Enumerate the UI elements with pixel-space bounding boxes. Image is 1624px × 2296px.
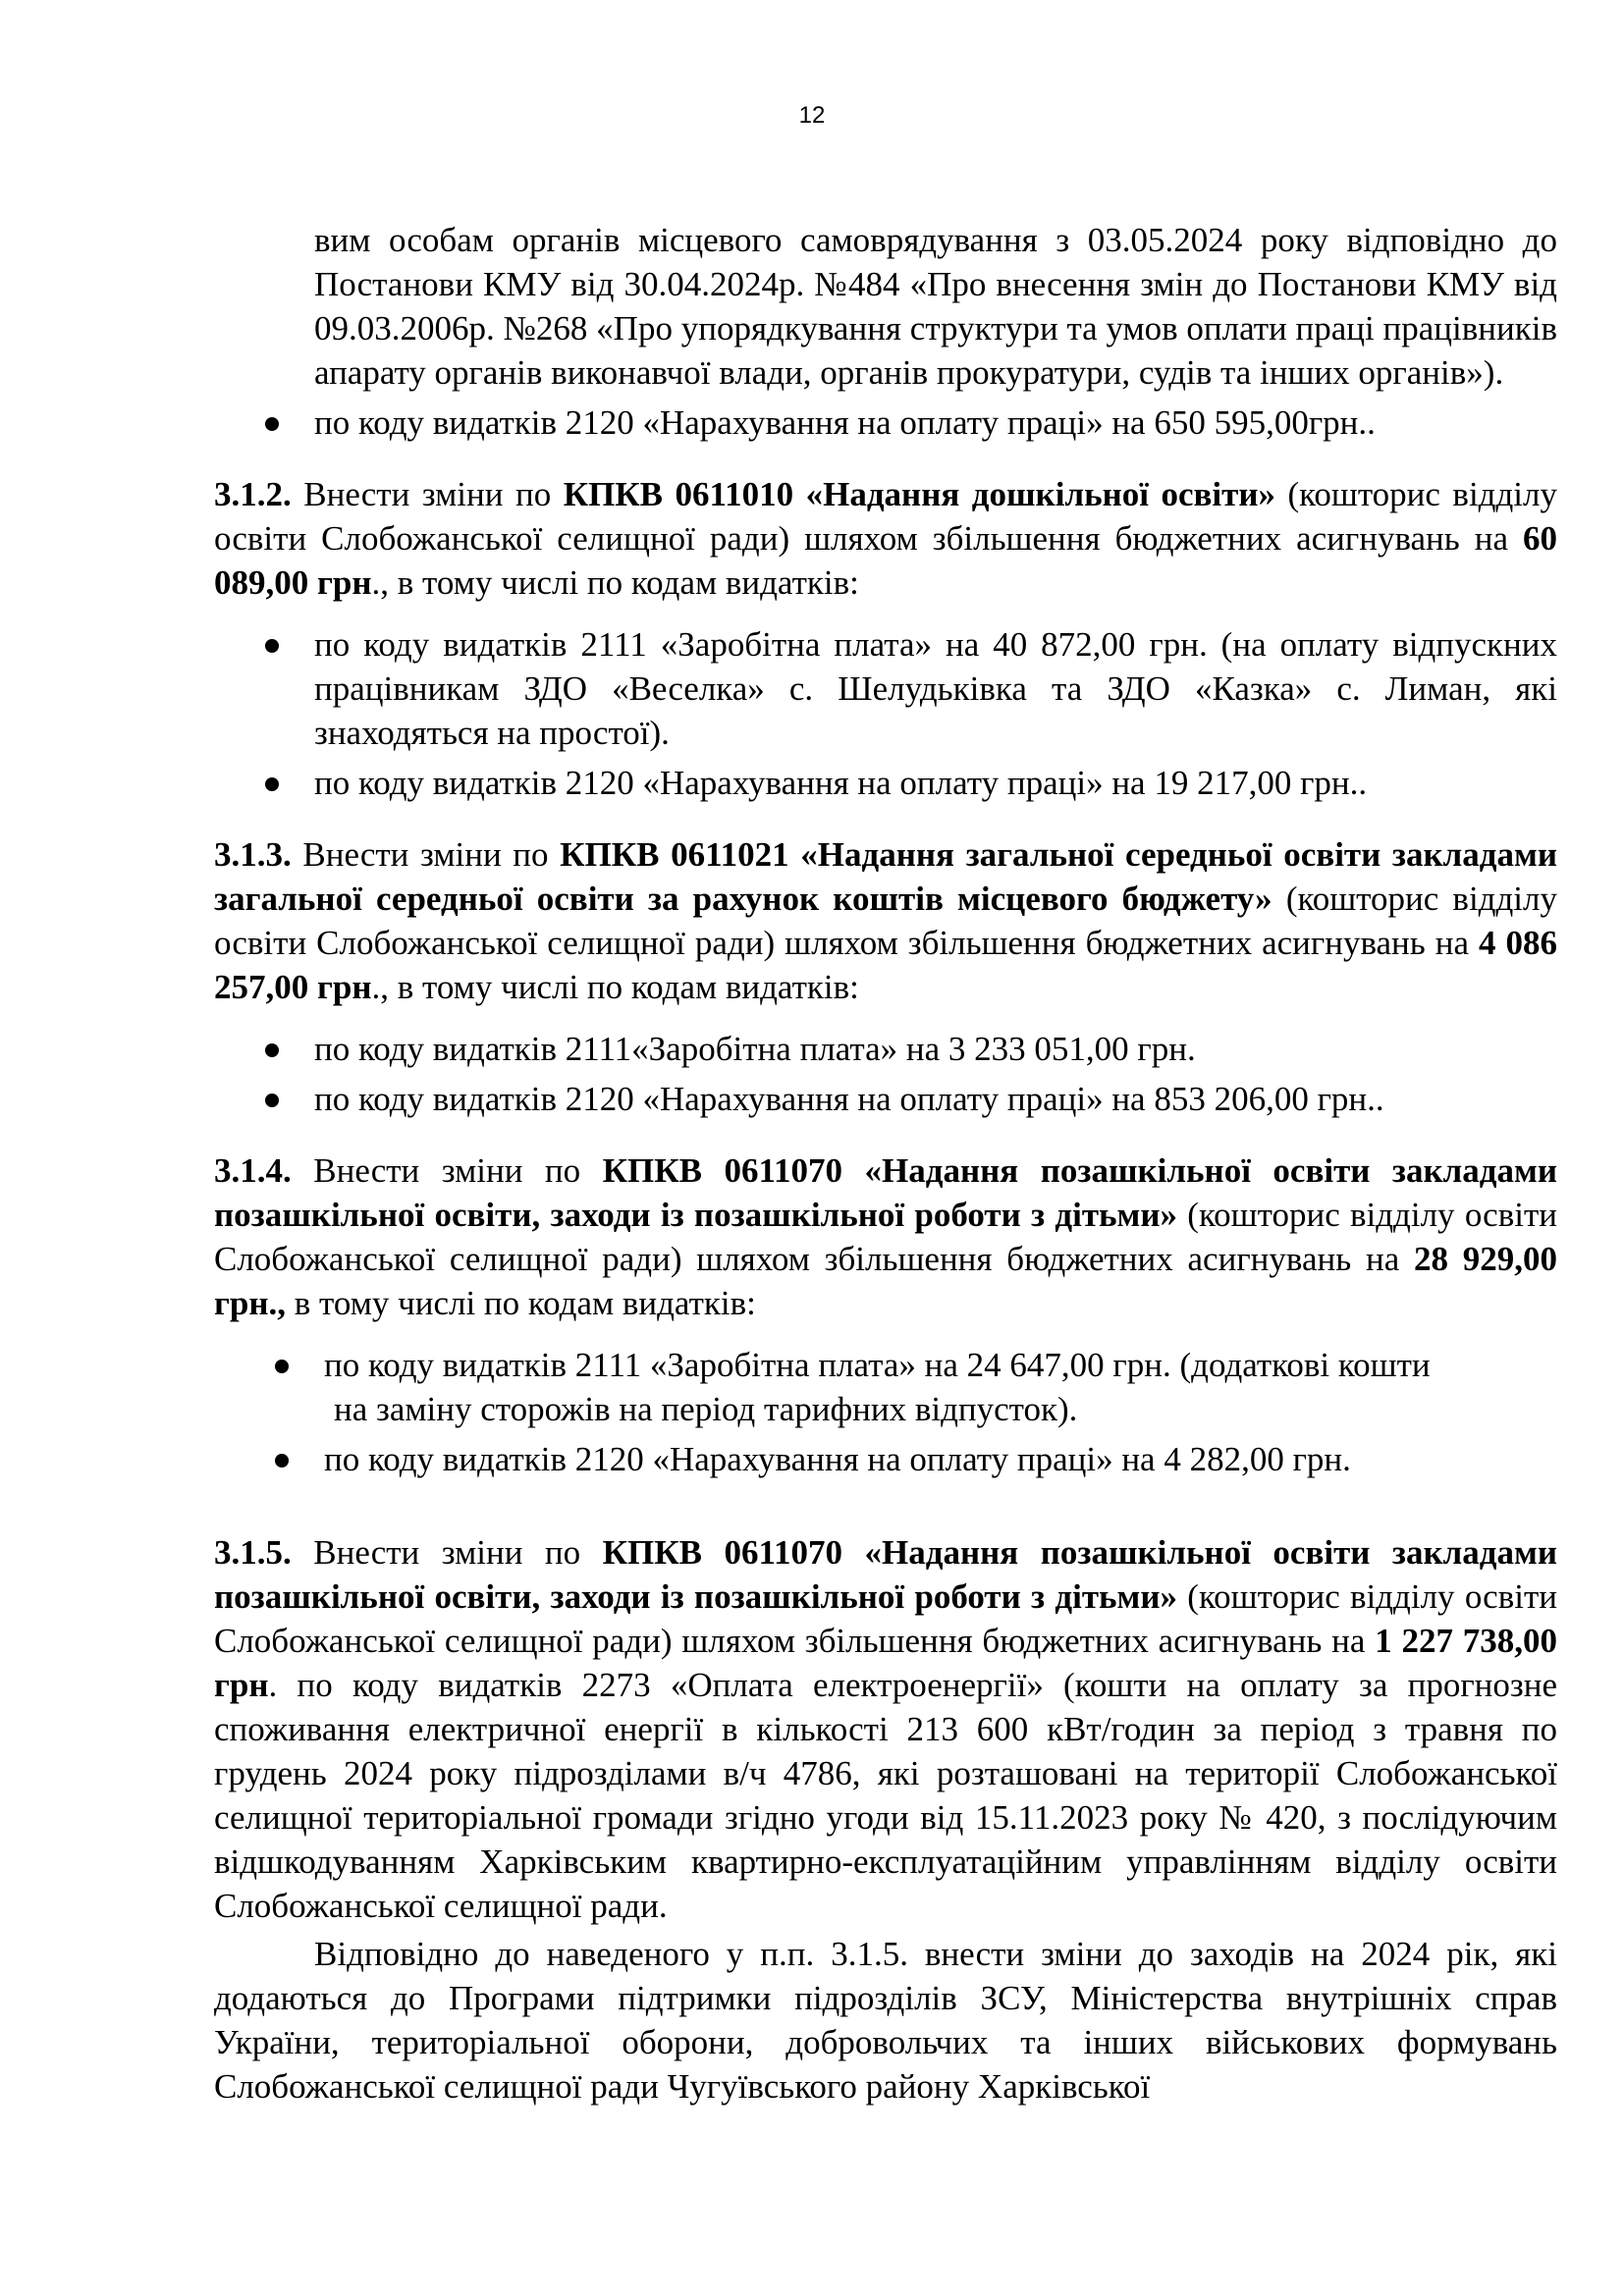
bullet-text: по коду видатків 2120 «Нарахування на оплату праці» на 853 206,00 грн.. xyxy=(314,1080,1384,1118)
section-lead: Внести зміни по xyxy=(291,835,561,874)
document-body xyxy=(214,218,1557,2109)
bullet-text-continued: на заміну сторожів на період тарифних відпусток). xyxy=(334,1390,1078,1428)
bullet-text: по коду видатків 2120 «Нарахування на оплату праці» на 650 595,00грн.. xyxy=(314,403,1376,442)
amount: 1 227 738,00 грн xyxy=(214,1622,1558,1704)
final-paragraph: Відповідно до наведеного у п.п. 3.1.5. внести зміни до заходів на 2024 рік, які додаються до Програми підтримки підрозділів ЗСУ, Міністерства внутрішніх справ України, територіальної оборони, добровольчих та інших військових формувань Слобожанської селищної ради Чугуївського району Харківської xyxy=(214,1935,1557,2106)
section-number: 3.1.2. xyxy=(214,475,292,513)
section-3-1-5 xyxy=(214,1530,1557,1928)
continuation-text: вим особам органів місцевого самоврядування з 03.05.2024 року відповідно до Постанови КМУ від 30.04.2024р. №484 «Про внесення змін до Постанови КМУ від 09.03.2006р. №268 «Про упорядкування структури та умов оплати праці працівників апарату органів виконавчої влади, органів прокуратури, судів та інших органів»). xyxy=(314,221,1557,392)
bullet-text: по коду видатків 2111«Заробітна плата» на 3 233 051,00 грн. xyxy=(314,1030,1196,1068)
list-item xyxy=(214,1027,1557,1071)
section-3-1-3 xyxy=(214,832,1557,1009)
section-number: 3.1.4. xyxy=(214,1151,292,1190)
list-item xyxy=(214,1077,1557,1121)
section-3-1-4 xyxy=(214,1148,1557,1325)
bullet-text: по коду видатків 2120 «Нарахування на оплату праці» на 4 282,00 грн. xyxy=(324,1440,1351,1478)
section-text: (кошторис відділу освіти Слобожанської селищної ради) шляхом збільшення бюджетних асигнувань на xyxy=(214,880,1557,962)
bullet-icon xyxy=(275,1360,289,1373)
amount: 60 089,00 грн xyxy=(214,519,1557,602)
section-tail: в тому числі по кодам видатків: xyxy=(286,1284,756,1322)
page-number: 12 xyxy=(798,102,826,129)
kpkv-title: КПКВ 0611070 «Надання позашкільної освіти закладами позашкільної освіти, заходи із позашкільної роботи з дітьми» xyxy=(214,1151,1557,1234)
list-item xyxy=(214,1437,1557,1481)
section-lead: Внести зміни по xyxy=(291,1533,603,1572)
kpkv-title: КПКВ 0611021 «Надання загальної середньої освіти закладами загальної середньої освіти за рахунок коштів місцевого бюджету» xyxy=(214,835,1557,918)
section-lead: Внести зміни по xyxy=(291,1151,603,1190)
section-number: 3.1.5. xyxy=(214,1533,292,1572)
section-text: (кошторис відділу освіти Слобожанської селищної ради) шляхом збільшення бюджетних асигнувань на xyxy=(214,1577,1557,1660)
list-item xyxy=(214,400,1557,445)
list-item xyxy=(214,622,1557,755)
list-item xyxy=(214,761,1557,805)
bullet-icon xyxy=(265,1094,279,1107)
list-item xyxy=(214,1343,1557,1431)
section-tail: . по коду видатків 2273 «Оплата електроенергії» (кошти на оплату за прогнозне споживання електричної енергії в кількості 213 600 кВт/годин за період з травня по грудень 2024 року підрозділами в/ч 4786, які розташовані на території Слобожанської селищної територіальної громади згідно угоди від 15.11.2023 року № 420, з послідуючим відшкодуванням Харківським квартирно-експлуатаційним управлінням відділу освіти Слобожанської селищної ради. xyxy=(214,1666,1557,1925)
section-tail: ., в тому числі по кодам видатків: xyxy=(371,563,859,602)
amount: 4 086 257,00 грн xyxy=(214,924,1557,1006)
bullet-text: по коду видатків 2111 «Заробітна плата» на 24 647,00 грн. (додаткові кошти xyxy=(324,1346,1431,1384)
kpkv-title: КПКВ 0611010 «Надання дошкільної освіти» xyxy=(563,475,1275,513)
section-tail: ., в тому числі по кодам видатків: xyxy=(371,968,859,1006)
section-text: (кошторис відділу освіти Слобожанської селищної ради) шляхом збільшення бюджетних асигнувань на xyxy=(214,475,1557,558)
bullet-icon xyxy=(275,1454,289,1468)
bullet-text: по коду видатків 2111 «Заробітна плата» на 40 872,00 грн. (на оплату відпускних працівникам ЗДО «Веселка» с. Шелудьківка та ЗДО «Казка» с. Лиман, які знаходяться на простої). xyxy=(314,625,1557,752)
bullet-icon xyxy=(265,1043,279,1057)
bullet-icon xyxy=(265,417,279,431)
section-3-1-2 xyxy=(214,472,1557,605)
bullet-icon xyxy=(265,639,279,653)
kpkv-title: КПКВ 0611070 «Надання позашкільної освіти закладами позашкільної освіти, заходи із позашкільної роботи з дітьми» xyxy=(214,1533,1557,1616)
section-lead: Внести зміни по xyxy=(291,475,564,513)
bullet-icon xyxy=(265,777,279,791)
section-text: (кошторис відділу освіти Слобожанської селищної ради) шляхом збільшення бюджетних асигнувань на xyxy=(214,1196,1557,1278)
section-number: 3.1.3. xyxy=(214,835,292,874)
bullet-text: по коду видатків 2120 «Нарахування на оплату праці» на 19 217,00 грн.. xyxy=(314,764,1368,802)
amount: 28 929,00 грн., xyxy=(214,1240,1558,1322)
